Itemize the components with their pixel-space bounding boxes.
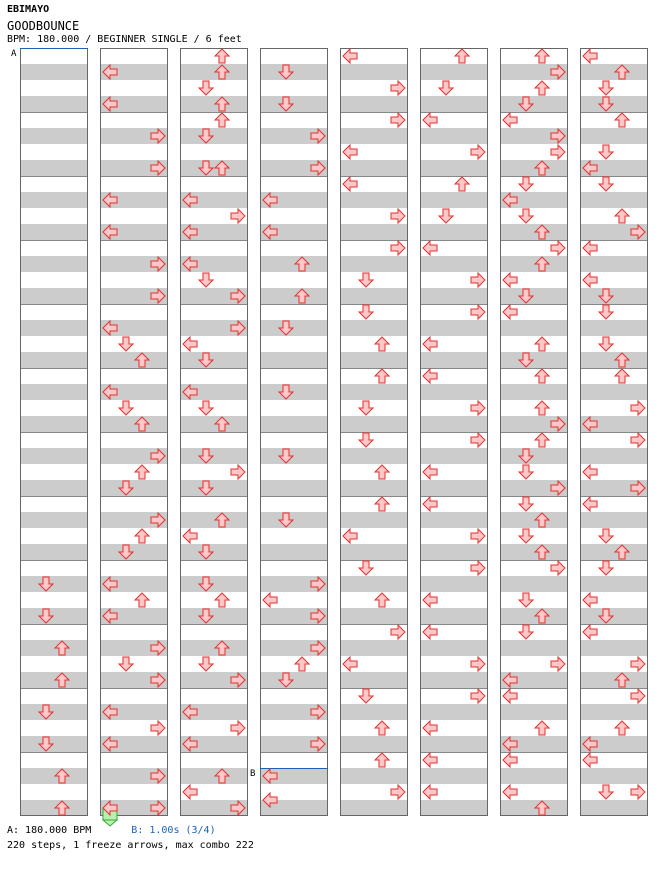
beat-stripe: [420, 480, 488, 496]
beat-stripe: [20, 800, 88, 816]
beat-stripe: [580, 96, 648, 112]
bpm-marker-label: A: [11, 49, 17, 59]
beat-stripe: [260, 352, 328, 368]
beat-stripe: [20, 224, 88, 240]
beat-stripe: [180, 768, 248, 784]
beat-stripe: [420, 448, 488, 464]
beat-stripe: [420, 160, 488, 176]
beat-stripe: [420, 128, 488, 144]
beat-stripe: [20, 512, 88, 528]
beat-stripe: [420, 64, 488, 80]
beat-stripe: [180, 448, 248, 464]
beat-stripe: [420, 704, 488, 720]
beat-stripe: [420, 352, 488, 368]
beat-stripe: [500, 800, 568, 816]
beat-stripe: [20, 672, 88, 688]
beat-stripe: [180, 352, 248, 368]
beat-stripe: [260, 672, 328, 688]
beat-stripe: [180, 128, 248, 144]
beat-stripe: [340, 672, 408, 688]
beat-stripe: [580, 448, 648, 464]
song-title: GOODBOUNCE: [7, 19, 80, 33]
beat-stripe: [100, 544, 168, 560]
beat-stripe: [580, 544, 648, 560]
beat-stripe: [260, 448, 328, 464]
beat-stripe: [260, 416, 328, 432]
beat-stripe: [420, 256, 488, 272]
beat-stripe: [580, 768, 648, 784]
beat-stripe: [500, 96, 568, 112]
beat-stripe: [500, 160, 568, 176]
footer-legend: [7, 825, 216, 836]
beat-stripe: [420, 384, 488, 400]
beat-stripe: [180, 416, 248, 432]
beat-stripe: [500, 768, 568, 784]
beat-stripe: [20, 320, 88, 336]
stop-marker-label: B: [250, 769, 256, 779]
beat-stripe: [340, 192, 408, 208]
beat-stripe: [420, 224, 488, 240]
beat-stripe: [580, 512, 648, 528]
beat-stripe: [500, 608, 568, 624]
beat-stripe: [20, 128, 88, 144]
beat-stripe: [340, 576, 408, 592]
step-stats: 220 steps, 1 freeze arrows, max combo 222: [7, 840, 254, 851]
beat-stripe: [580, 288, 648, 304]
stop-legend: B: 1.00s (3/4): [131, 825, 216, 836]
beat-stripe: [420, 608, 488, 624]
beat-stripe: [260, 480, 328, 496]
beat-stripe: [420, 576, 488, 592]
beat-stripe: [260, 544, 328, 560]
beat-stripe: [580, 384, 648, 400]
beat-stripe: [580, 640, 648, 656]
beat-stripe: [180, 640, 248, 656]
beat-stripe: [20, 736, 88, 752]
beat-stripe: [20, 608, 88, 624]
beat-stripe: [500, 448, 568, 464]
beat-stripe: [500, 256, 568, 272]
beat-stripe: [340, 384, 408, 400]
beat-stripe: [20, 192, 88, 208]
beat-stripe: [340, 480, 408, 496]
beat-stripe: [420, 800, 488, 816]
beat-stripe: [260, 288, 328, 304]
beat-stripe: [580, 256, 648, 272]
beat-stripe: [500, 512, 568, 528]
beat-stripe: [20, 480, 88, 496]
beat-stripe: [20, 576, 88, 592]
beat-stripe: [180, 480, 248, 496]
beat-stripe: [340, 448, 408, 464]
beat-stripe: [340, 224, 408, 240]
beat-stripe: [420, 736, 488, 752]
beat-stripe: [580, 64, 648, 80]
beat-stripe: [340, 288, 408, 304]
beat-stripe: [20, 352, 88, 368]
beat-stripe: [20, 160, 88, 176]
beat-stripe: [20, 64, 88, 80]
beat-stripe: [580, 672, 648, 688]
beat-stripe: [340, 768, 408, 784]
beat-stripe: [20, 768, 88, 784]
beat-stripe: [580, 320, 648, 336]
beat-stripe: [500, 224, 568, 240]
chart-info: BPM: 180.000 / BEGINNER SINGLE / 6 feet: [7, 34, 242, 45]
beat-stripe: [20, 544, 88, 560]
beat-stripe: [340, 64, 408, 80]
beat-stripe: [20, 704, 88, 720]
beat-stripe: [420, 96, 488, 112]
beat-stripe: [180, 512, 248, 528]
beat-stripe: [500, 544, 568, 560]
beat-stripe: [180, 544, 248, 560]
beat-stripe: [340, 800, 408, 816]
beat-stripe: [500, 576, 568, 592]
beat-stripe: [100, 352, 168, 368]
beat-stripe: [420, 640, 488, 656]
beat-stripe: [20, 448, 88, 464]
beat-stripe: [340, 736, 408, 752]
beat-stripe: [20, 384, 88, 400]
beat-stripe: [340, 128, 408, 144]
beat-stripe: [420, 416, 488, 432]
beat-stripe: [580, 192, 648, 208]
beat-stripe: [340, 96, 408, 112]
beat-stripe: [580, 128, 648, 144]
beat-stripe: [340, 544, 408, 560]
beat-stripe: [500, 320, 568, 336]
beat-stripe: [340, 512, 408, 528]
beat-stripe: [420, 768, 488, 784]
beat-stripe: [100, 416, 168, 432]
beat-stripe: [260, 320, 328, 336]
beat-stripe: [20, 288, 88, 304]
beat-stripe: [180, 64, 248, 80]
beat-stripe: [100, 480, 168, 496]
beat-stripe: [340, 160, 408, 176]
artist-name: EBIMAYO: [7, 4, 50, 15]
beat-stripe: [580, 608, 648, 624]
beat-stripe: [180, 160, 248, 176]
bpm-legend: A: 180.000 BPM: [7, 825, 92, 836]
beat-stripe: [500, 384, 568, 400]
beat-stripe: [420, 512, 488, 528]
beat-stripe: [340, 704, 408, 720]
beat-stripe: [260, 384, 328, 400]
beat-stripe: [500, 352, 568, 368]
beat-stripe: [420, 288, 488, 304]
beat-stripe: [20, 416, 88, 432]
beat-stripe: [420, 192, 488, 208]
beat-stripe: [340, 416, 408, 432]
beat-stripe: [20, 640, 88, 656]
beat-stripe: [580, 704, 648, 720]
beat-stripe: [420, 544, 488, 560]
beat-stripe: [340, 608, 408, 624]
beat-stripe: [420, 672, 488, 688]
beat-stripe: [580, 800, 648, 816]
beat-stripe: [580, 352, 648, 368]
beat-stripe: [260, 64, 328, 80]
beat-stripe: [180, 96, 248, 112]
beat-stripe: [500, 640, 568, 656]
beat-stripe: [500, 704, 568, 720]
beat-stripe: [340, 320, 408, 336]
beat-stripe: [180, 576, 248, 592]
beat-stripe: [340, 256, 408, 272]
beat-stripe: [260, 256, 328, 272]
beat-stripe: [500, 288, 568, 304]
beat-stripe: [20, 256, 88, 272]
beat-stripe: [260, 512, 328, 528]
beat-stripe: [260, 96, 328, 112]
beat-stripe: [340, 352, 408, 368]
beat-stripe: [340, 640, 408, 656]
beat-stripe: [20, 96, 88, 112]
beat-stripe: [580, 576, 648, 592]
beat-stripe: [420, 320, 488, 336]
beat-stripe: [180, 608, 248, 624]
